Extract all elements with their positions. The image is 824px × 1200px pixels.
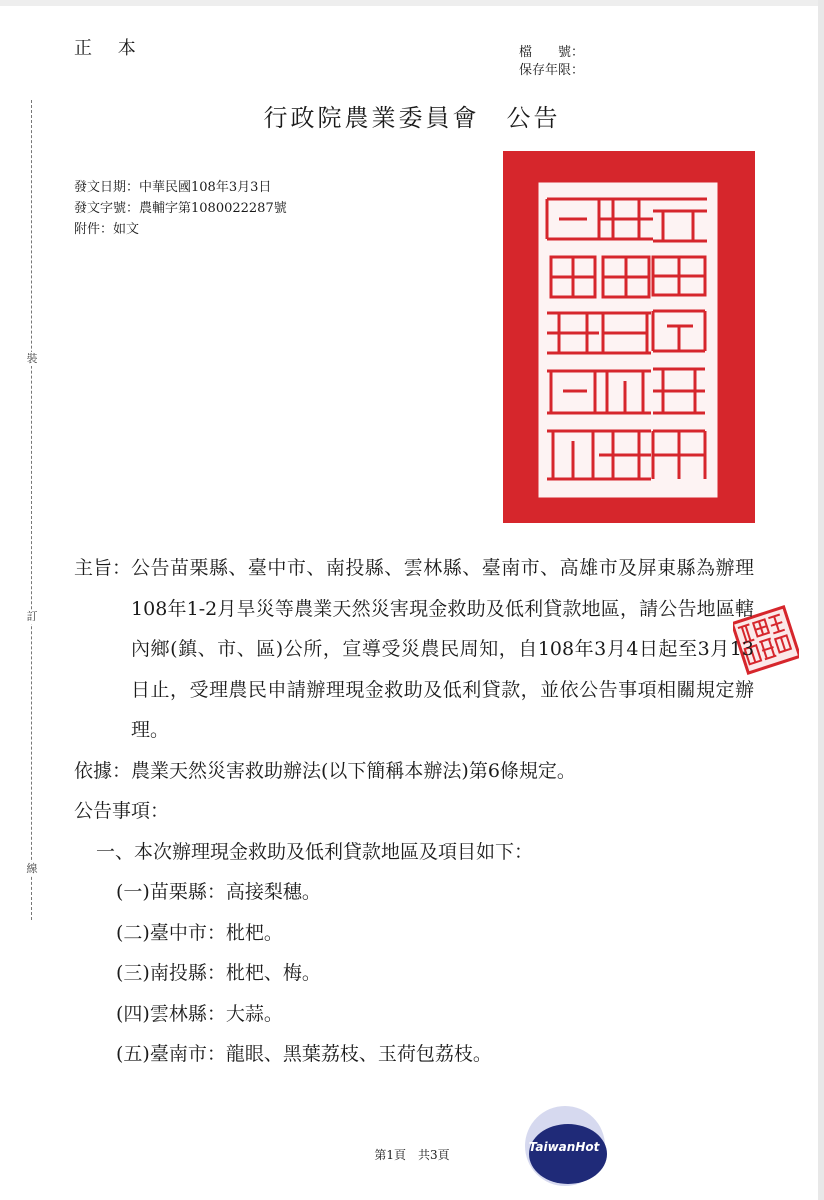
binding-mark-ding: 訂	[26, 610, 38, 623]
reference-number	[74, 198, 287, 219]
binding-mark-zhuang: 裝	[26, 352, 38, 365]
watermark-text: TaiwanHot	[528, 1140, 600, 1154]
list-item: (二)臺中市：枇杷。	[116, 921, 283, 944]
page-right-edge	[818, 0, 824, 1200]
document-title: 行政院農業委員會 公告	[263, 104, 561, 132]
binding-mark-xian: 線	[26, 862, 38, 875]
retention-label: 保存年限：	[519, 63, 585, 78]
document-body	[74, 548, 754, 1075]
issue-date	[74, 177, 287, 198]
page-number: 第1頁 共3頁	[374, 1148, 450, 1162]
announcement-items-label: 公告事項：	[74, 800, 170, 822]
watermark-dark-circle	[529, 1124, 607, 1184]
list-item: (五)臺南市：龍眼、黑葉荔枝、玉荷包荔枝。	[116, 1043, 492, 1065]
document-meta	[74, 177, 287, 240]
subject-text: 公告苗栗縣、臺中市、南投縣、雲林縣、臺南市、高雄市及屏東縣為辦理108年1-2月旱災等農業天然災害現金救助及低利貸款地區，請公告地區轄內鄉(鎮、市、區)公所，宣導受災農民周知，自108年3月4日起至3月13日止，受理農民申請辦理現金救助及低利貸款，並依公告事項相關規定辦理。	[131, 557, 754, 741]
list-item: (三)南投縣：枇杷、梅。	[116, 962, 321, 984]
subject-paragraph	[74, 548, 754, 751]
reference-number-label: 發文字號：	[74, 201, 140, 216]
attachment	[74, 219, 287, 240]
list-item: (一)苗栗縣：高接梨穗。	[116, 881, 321, 903]
basis-text: 農業天然災害救助辦法(以下簡稱本辦法)第6條規定。	[131, 759, 576, 782]
binding-line	[31, 100, 32, 920]
basis-label: 依據：	[74, 759, 132, 782]
reference-number-value: 農輔字第1080022287號	[139, 201, 287, 216]
copy-type-label: 正 本	[74, 38, 146, 59]
issue-date-value: 中華民國108年3月3日	[139, 180, 272, 195]
subject-label: 主旨：	[74, 557, 132, 579]
page-top-edge	[0, 0, 824, 6]
list-item: (四)雲林縣：大蒜。	[116, 1002, 283, 1025]
attachment-label: 附件：	[74, 222, 114, 237]
official-seal-large	[503, 151, 755, 523]
announcement-item-1: 一、本次辦理現金救助及低利貸款地區及項目如下：	[96, 840, 534, 863]
attachment-value: 如文	[113, 222, 140, 237]
taiwanhot-watermark-logo	[519, 1106, 605, 1186]
file-number-label: 檔 號：	[519, 45, 585, 60]
basis-paragraph	[74, 751, 754, 792]
issue-date-label: 發文日期：	[74, 180, 140, 195]
file-info	[519, 44, 584, 80]
